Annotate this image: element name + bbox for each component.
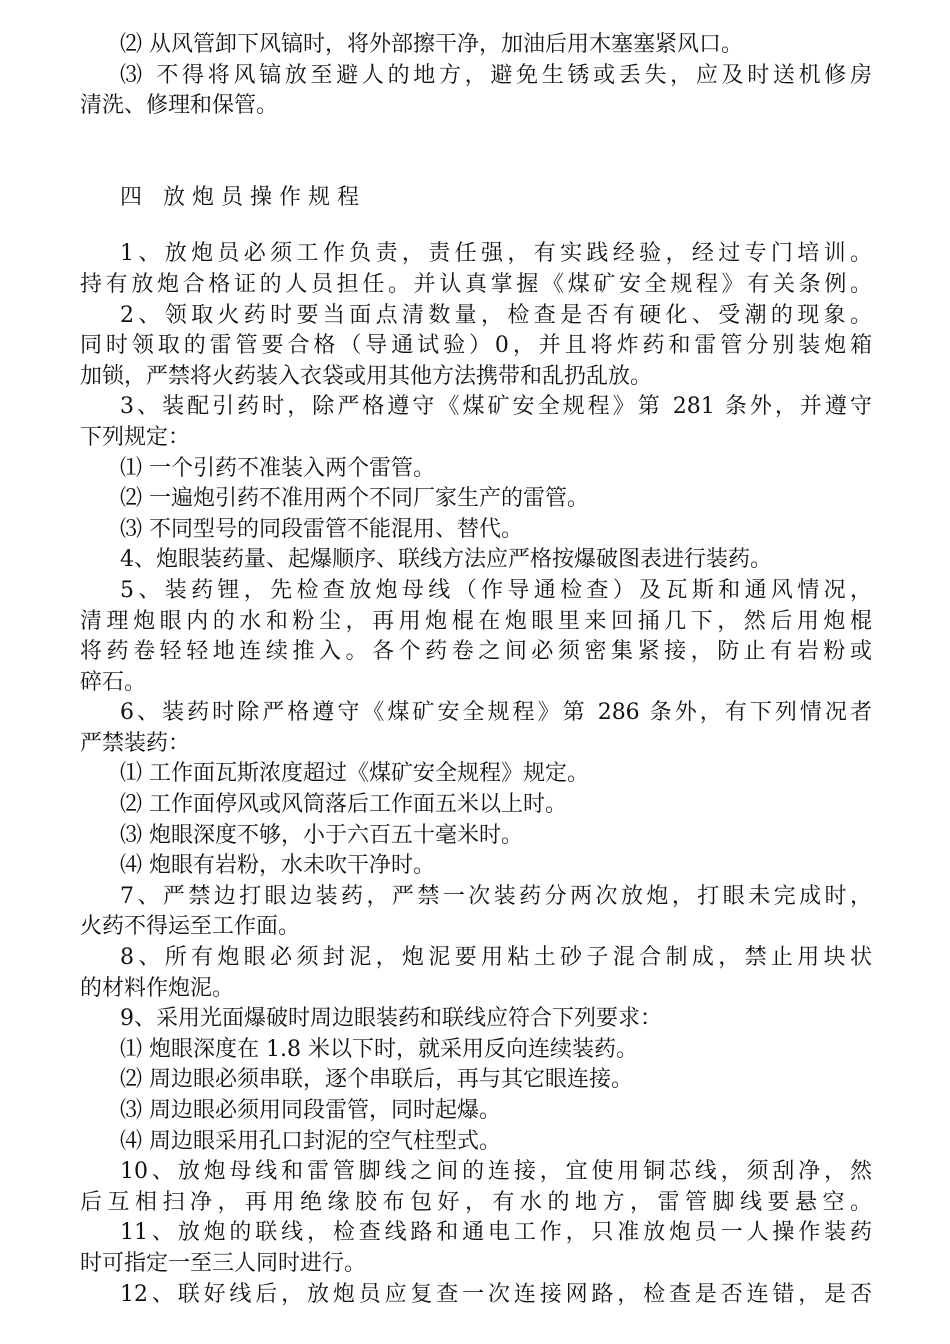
rule-6-line: 严禁装药： [80,730,191,756]
rule-5-line: 碎石。 [80,669,147,695]
spacer [80,122,872,183]
rule-6-subitem: ⑴ 工作面瓦斯浓度超过《煤矿安全规程》规定。 [120,761,589,787]
rule-2-line: 2、领取火药时要当面点清数量，检查是否有硬化、受潮的现象。 [120,302,872,328]
paragraph-line: ⑶ 不得将风镐放至避人的地方，避免生锈或丢失，应及时送机修房 [120,62,872,88]
rule-2-line: 同时领取的雷管要合格（导通试验）0，并且将炸药和雷管分别装炮箱 [80,333,872,359]
rule-6-subitem: ⑷ 炮眼有岩粉，水未吹干净时。 [120,853,435,879]
rule-7-line: 火药不得运至工作面。 [80,914,301,940]
paragraph-line: ⑵ 从风管卸下风镐时，将外部擦干净，加油后用木塞塞紧风口。 [120,32,743,57]
rule-9-subitem: ⑷ 周边眼采用孔口封泥的空气柱型式。 [120,1128,501,1154]
spacer [80,213,872,239]
rule-3-subitem: ⑴ 一个引药不准装入两个雷管。 [120,455,435,481]
rule-11-line: 11、放炮的联线，检查线路和通电工作，只准放炮员一人操作装药 [120,1220,872,1246]
rule-10-line: 后互相扫净，再用绝缘胶布包好，有水的地方，雷管脚线要悬空。 [80,1189,872,1215]
rule-9-subitem: ⑴ 炮眼深度在 1.8 米以下时，就采用反向连续装药。 [120,1036,638,1062]
rule-5-line: 将药卷轻轻地连续推入。各个药卷之间必须密集紧接，防止有岩粉或 [80,639,872,665]
rule-3-subitem: ⑶ 不同型号的同段雷管不能混用、替代。 [120,516,523,542]
document-body [80,30,872,1310]
rule-8-line: 8、所有炮眼必须封泥，炮泥要用粘土砂子混合制成，禁止用块状 [120,945,872,971]
rule-6-subitem: ⑵ 工作面停风或风筒落后工作面五米以上时。 [120,792,567,818]
rule-10-line: 10、放炮母线和雷管脚线之间的连接，宜使用铜芯线，须刮净，然 [120,1159,872,1185]
rule-12-line: 12、联好线后，放炮员应复查一次连接网路，检查是否连错，是否 [120,1281,872,1307]
rule-1-line: 持有放炮合格证的人员担任。并认真掌握《煤矿安全规程》有关条例。 [80,271,872,297]
rule-9-subitem: ⑶ 周边眼必须用同段雷管，同时起爆。 [120,1098,501,1123]
rule-9-subitem: ⑵ 周边眼必须串联，逐个串联后，再与其它眼连接。 [120,1067,633,1093]
rule-11-line: 时可指定一至三人同时进行。 [80,1250,367,1276]
rule-3-subitem: ⑵ 一遍炮引药不准用两个不同厂家生产的雷管。 [120,486,589,512]
rule-5-line: 清理炮眼内的水和粉尘，再用炮棍在炮眼里来回捅几下，然后用炮棍 [80,608,872,634]
rule-6-line: 6、装药时除严格遵守《煤矿安全规程》第 286 条外，有下列情况者 [120,700,872,726]
rule-3-line: 3、装配引药时，除严格遵守《煤矿安全规程》第 281 条外，并遵守 [120,394,872,420]
rule-5-line: 5、装药锂，先检查放炮母线（作导通检查）及瓦斯和通风情况， [120,577,872,603]
rule-9-line: 9、采用光面爆破时周边眼装药和联线应符合下列要求： [120,1006,662,1032]
rule-8-line: 的材料作炮泥。 [80,975,235,1001]
section-heading: 四 放 炮 员 操 作 规 程 [120,184,359,210]
paragraph-line: 清洗、修理和保管。 [80,93,279,119]
rule-3-line: 下列规定： [80,424,191,450]
rule-4-line: 4、炮眼装药量、起爆顺序、联线方法应严格按爆破图表进行装药。 [120,547,772,573]
rule-2-line: 加锁，严禁将火药装入衣袋或用其他方法携带和乱扔乱放。 [80,363,653,389]
rule-6-subitem: ⑶ 炮眼深度不够，小于六百五十毫米时。 [120,822,523,848]
rule-1-line: 1、放炮员必须工作负责，责任强，有实践经验，经过专门培训。 [120,241,872,267]
rule-7-line: 7、严禁边打眼边装药，严禁一次装药分两次放炮，打眼未完成时， [120,883,872,909]
